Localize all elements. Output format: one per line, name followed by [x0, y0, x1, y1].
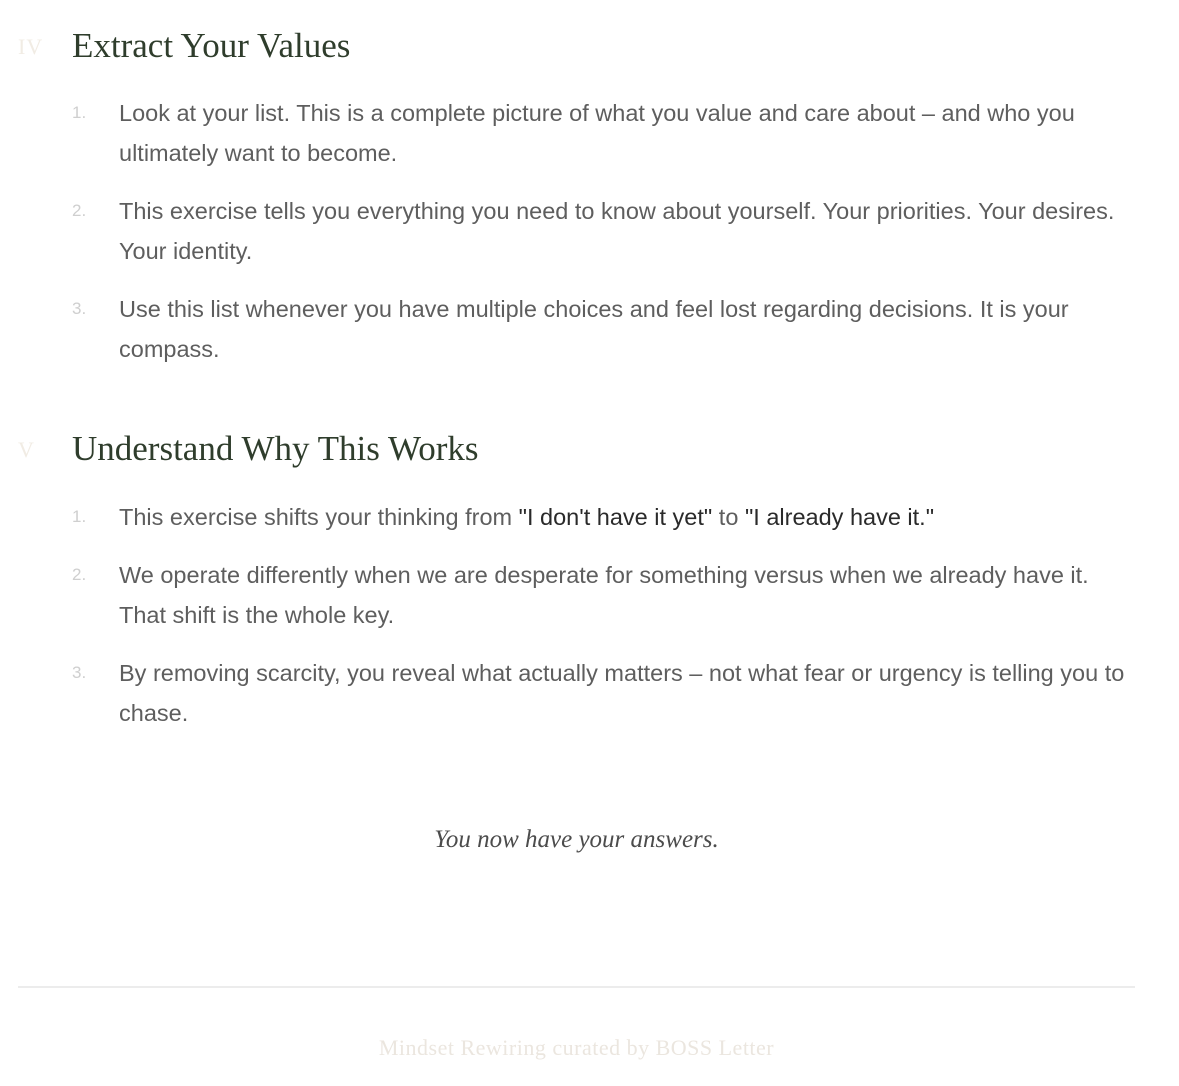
item-text: This exercise tells you everything you need to know about yourself. Your priorities. Your desires. Your identity. — [119, 198, 1115, 264]
item-number: 3. — [72, 299, 87, 318]
item-text-part: This exercise shifts your thinking from — [119, 504, 519, 530]
section-header — [0, 429, 1179, 479]
values-list — [0, 93, 1179, 387]
section-heading: Understand Why This Works — [72, 429, 479, 468]
item-text: By removing scarcity, you reveal what actually matters – not what fear or urgency is telling you to chase. — [119, 660, 1125, 726]
section-why-this-works — [0, 429, 1179, 726]
item-text: Use this list whenever you have multiple choices and feel lost regarding decisions. It is your compass. — [119, 296, 1069, 362]
item-text — [119, 497, 1139, 537]
section-heading: Extract Your Values — [72, 26, 351, 65]
section-numeral: IV — [18, 34, 44, 59]
list-item — [0, 93, 1179, 173]
footer-divider — [18, 986, 1135, 988]
item-number: 1. — [72, 103, 87, 122]
item-text-part: to — [712, 504, 745, 530]
item-number: 1. — [72, 507, 87, 526]
quote-already-have: "I already have it." — [744, 504, 935, 530]
section-extract-values — [0, 26, 1179, 362]
list-item — [0, 289, 1179, 369]
list-item — [0, 555, 1179, 635]
why-list — [0, 497, 1179, 751]
list-item — [0, 653, 1179, 733]
closing-line: You now have your answers. — [434, 826, 719, 853]
list-item — [0, 191, 1179, 271]
section-numeral: V — [18, 437, 35, 462]
list-item — [0, 497, 1179, 537]
item-number: 3. — [72, 663, 87, 682]
footer-credit: Mindset Rewiring curated by BOSS Letter — [378, 1035, 775, 1060]
item-number: 2. — [72, 201, 87, 220]
section-header — [0, 26, 1179, 76]
item-text: We operate differently when we are desperate for something versus when we already have it. That shift is the whole key. — [119, 562, 1089, 628]
item-text: Look at your list. This is a complete picture of what you value and care about – and who you ultimately want to become. — [119, 100, 1075, 166]
quote-not-yet: "I don't have it yet" — [518, 504, 713, 530]
item-number: 2. — [72, 565, 87, 584]
